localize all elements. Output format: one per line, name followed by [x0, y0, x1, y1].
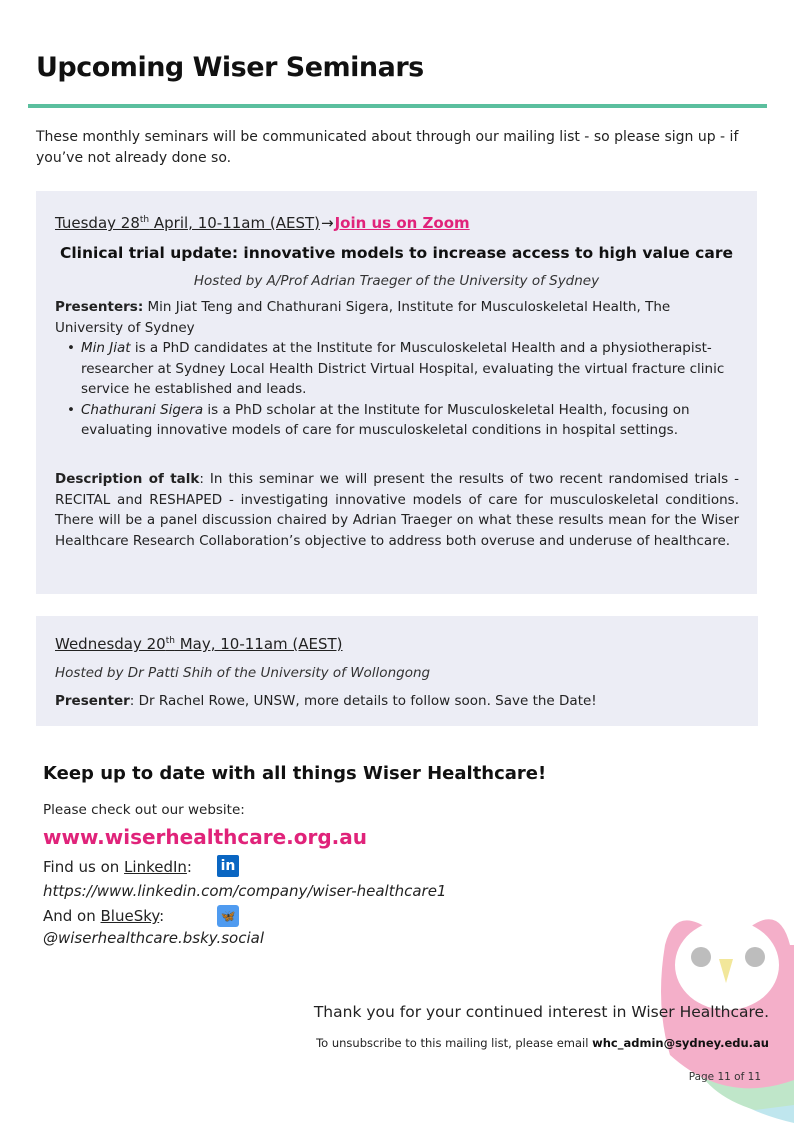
bluesky-handle: @wiserhealthcare.bsky.social: [43, 929, 265, 947]
title-divider: [28, 104, 767, 108]
seminar-1-description: Description of talk: In this seminar we will present the results of two recent randomised trials - RECITAL and RESHAPED - investigating innovative models of care for musculoskeletal conditions. There will be a panel discussion chaired by Adrian Traeger on what these results mean for the Wiser Healthcare Research Collaboration’s objective to address both overuse and underuse of healthcare.: [55, 471, 739, 549]
website-prompt: Please check out our website:: [43, 802, 245, 818]
intro-text: These monthly seminars will be communicated about through our mailing list - so please sign up - if you’ve not already done so.: [36, 129, 739, 166]
seminar-1-date-line: [55, 214, 470, 232]
join-zoom-link[interactable]: Join us on Zoom: [334, 214, 470, 232]
thank-you-text: Thank you for your continued interest in Wiser Healthcare.: [313, 1003, 769, 1021]
page-title: Upcoming Wiser Seminars: [36, 52, 424, 83]
seminar-2-host: Hosted by Dr Patti Shih of the University of Wollongong: [55, 665, 431, 681]
page-number: Page 11 of 11: [688, 1071, 761, 1083]
seminar-2-date: Wednesday 20th May, 10-11am (AEST): [55, 635, 343, 653]
bluesky-line: And on BlueSky:: [43, 907, 165, 925]
list-item: • Min Jiat is a PhD candidates at the Institute for Musculoskeletal Health and a physiotherapist-researcher at Sydney Local Health District Virtual Hospital, evaluating the virtual fracture clinic service he established and leads.: [81, 338, 765, 400]
seminar-1-presenters: Presenters: Min Jiat Teng and Chathurani Sigera, Institute for Musculoskeletal Health, The University of Sydney: [55, 299, 671, 336]
seminar-2-presenter: Presenter: Dr Rachel Rowe, UNSW, more details to follow soon. Save the Date!: [55, 693, 597, 709]
seminar-card-2: [36, 616, 758, 726]
unsubscribe-text: To unsubscribe to this mailing list, please email whc_admin@sydney.edu.au: [316, 1036, 769, 1050]
seminar-card-1: [36, 191, 757, 594]
linkedin-line: Find us on LinkedIn:: [43, 858, 192, 876]
arrow-icon: →: [321, 214, 334, 232]
unsubscribe-email[interactable]: whc_admin@sydney.edu.au: [592, 1036, 769, 1050]
linkedin-icon[interactable]: in: [217, 855, 239, 877]
keep-up-heading: Keep up to date with all things Wiser Healthcare!: [43, 763, 547, 784]
website-link[interactable]: www.wiserhealthcare.org.au: [43, 825, 367, 849]
list-item: • Chathurani Sigera is a PhD scholar at the Institute for Musculoskeletal Health, focusing on evaluating innovative models of care for musculoskeletal conditions in hospital settings.: [81, 400, 765, 441]
seminar-2-date-line: [55, 635, 343, 653]
seminar-1-host: Hosted by A/Prof Adrian Traeger of the University of Sydney: [193, 273, 600, 289]
seminar-1-title: Clinical trial update: innovative models to increase access to high value care: [59, 244, 733, 262]
linkedin-url: https://www.linkedin.com/company/wiser-healthcare1: [43, 882, 447, 900]
bluesky-icon[interactable]: 🦋: [217, 905, 239, 927]
bluesky-link[interactable]: BlueSky: [100, 907, 160, 925]
seminar-1-date: Tuesday 28th April, 10-11am (AEST): [55, 214, 320, 232]
presenter-bio-list: [55, 338, 765, 441]
linkedin-link[interactable]: LinkedIn: [124, 858, 187, 876]
